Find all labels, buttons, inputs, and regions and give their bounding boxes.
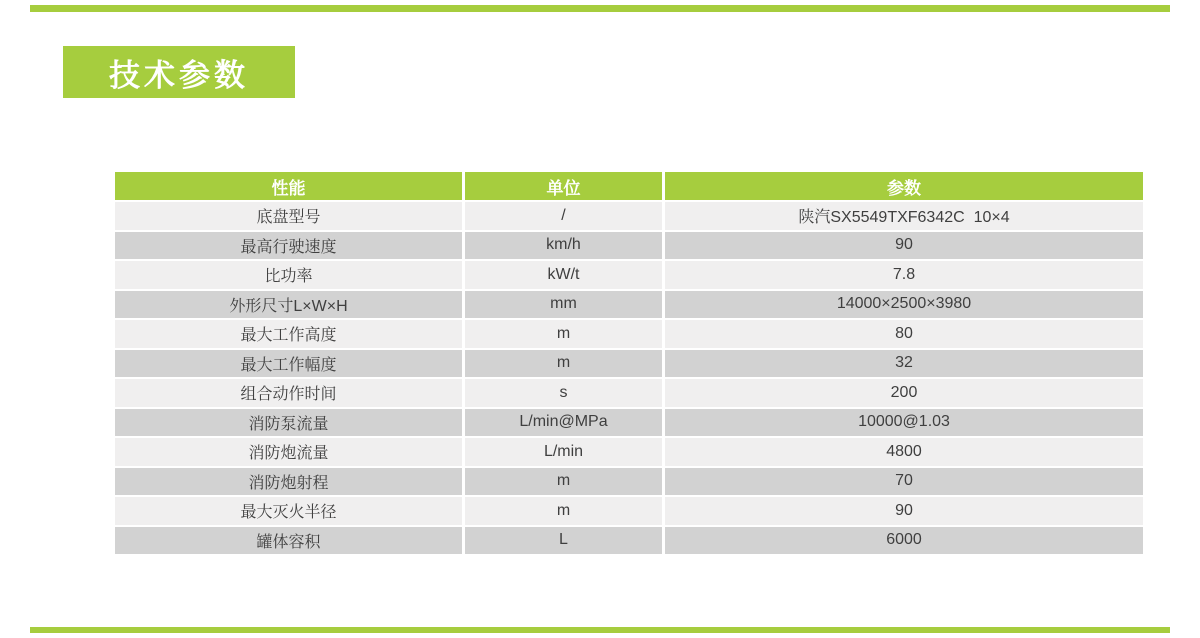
cell-property: 最大工作高度	[115, 320, 465, 350]
cell-value: 90	[665, 497, 1143, 527]
cell-property: 最大灭火半径	[115, 497, 465, 527]
cell-property: 罐体容积	[115, 527, 465, 557]
table-row	[115, 468, 1143, 498]
cell-unit: km/h	[465, 232, 665, 262]
top-accent-bar	[30, 5, 1170, 12]
cell-unit: L	[465, 527, 665, 557]
table-header-row	[115, 172, 1143, 202]
cell-value: 90	[665, 232, 1143, 262]
cell-property: 消防炮射程	[115, 468, 465, 498]
cell-value: 陕汽SX5549TXF6342C 10×4	[665, 202, 1143, 232]
cell-value: 10000@1.03	[665, 409, 1143, 439]
cell-value: 4800	[665, 438, 1143, 468]
cell-unit: mm	[465, 291, 665, 321]
table-body	[115, 202, 1143, 556]
cell-unit: m	[465, 468, 665, 498]
table-row	[115, 409, 1143, 439]
cell-property: 最高行驶速度	[115, 232, 465, 262]
table-row	[115, 291, 1143, 321]
cell-value: 7.8	[665, 261, 1143, 291]
page-title: 技术参数	[109, 57, 249, 93]
cell-unit: /	[465, 202, 665, 232]
table-row	[115, 261, 1143, 291]
cell-unit: m	[465, 497, 665, 527]
cell-value: 14000×2500×3980	[665, 291, 1143, 321]
table-row	[115, 497, 1143, 527]
table-row	[115, 438, 1143, 468]
cell-value: 70	[665, 468, 1143, 498]
cell-property: 底盘型号	[115, 202, 465, 232]
specs-table	[115, 172, 1143, 556]
page-title-badge	[63, 46, 295, 98]
cell-unit: L/min	[465, 438, 665, 468]
cell-value: 32	[665, 350, 1143, 380]
column-header-property: 性能	[115, 172, 465, 202]
cell-unit: s	[465, 379, 665, 409]
table-row	[115, 379, 1143, 409]
cell-value: 80	[665, 320, 1143, 350]
cell-unit: L/min@MPa	[465, 409, 665, 439]
cell-property: 组合动作时间	[115, 379, 465, 409]
table-row	[115, 232, 1143, 262]
cell-unit: kW/t	[465, 261, 665, 291]
cell-unit: m	[465, 320, 665, 350]
cell-property: 最大工作幅度	[115, 350, 465, 380]
cell-property: 比功率	[115, 261, 465, 291]
table-row	[115, 320, 1143, 350]
cell-property: 消防泵流量	[115, 409, 465, 439]
column-header-value: 参数	[665, 172, 1143, 202]
column-header-unit: 单位	[465, 172, 665, 202]
cell-unit: m	[465, 350, 665, 380]
table-row	[115, 350, 1143, 380]
table-row	[115, 202, 1143, 232]
cell-property: 消防炮流量	[115, 438, 465, 468]
table-row	[115, 527, 1143, 557]
cell-property: 外形尺寸L×W×H	[115, 291, 465, 321]
bottom-accent-bar	[30, 627, 1170, 633]
cell-value: 6000	[665, 527, 1143, 557]
cell-value: 200	[665, 379, 1143, 409]
